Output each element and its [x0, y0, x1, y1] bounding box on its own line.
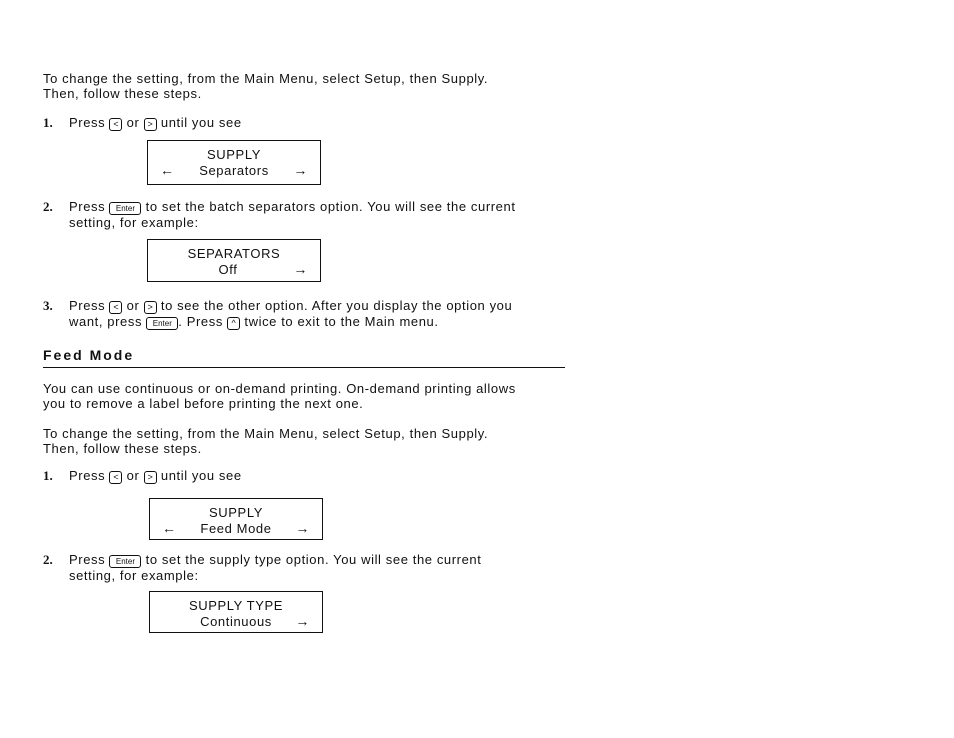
- intro-line: To change the setting, from the Main Menu, select Setup, then Supply.: [43, 426, 489, 441]
- lcd-line-2: Feed Mode: [200, 521, 272, 536]
- step-1-text: [69, 115, 242, 131]
- intro-paragraph-1: [43, 71, 488, 101]
- step-1-text: [69, 468, 242, 484]
- intro-line: You can use continuous or on-demand printing. On-demand printing allows: [43, 381, 516, 396]
- step-number: 2.: [43, 199, 53, 214]
- step-number: 3.: [43, 298, 53, 313]
- step-number: 2.: [43, 552, 53, 567]
- lcd-line-1: SUPPLY: [209, 505, 263, 520]
- intro-line: To change the setting, from the Main Menu, select Setup, then Supply.: [43, 71, 489, 86]
- step-text: to see the other option. After you display the option you: [160, 298, 513, 313]
- step-text: Press: [69, 298, 106, 313]
- step-text: Press: [69, 552, 106, 567]
- step-text: or: [126, 468, 140, 483]
- step-text: until you see: [160, 115, 242, 130]
- enter-key-icon: Enter: [109, 202, 141, 215]
- lcd-display-supply-type-continuous: [149, 591, 323, 633]
- lcd-line-1: SEPARATORS: [187, 246, 281, 261]
- step-text: to set the batch separators option. You will see the current: [145, 199, 516, 214]
- feed-mode-intro: [43, 381, 516, 411]
- lcd-display-supply-feed-mode: [149, 498, 323, 540]
- lcd-line-1: SUPPLY TYPE: [188, 598, 284, 613]
- left-arrow-icon: ←: [160, 162, 175, 178]
- right-arrow-icon: →: [293, 162, 308, 178]
- section-divider: [43, 367, 565, 368]
- step-2-text: [69, 199, 516, 230]
- step-text: twice to exit to the Main menu.: [244, 314, 439, 329]
- lcd-line-2: Separators: [199, 163, 269, 178]
- lcd-line-2: Continuous: [200, 614, 272, 629]
- step-text: Press: [69, 199, 106, 214]
- step-number: 1.: [43, 115, 53, 130]
- right-arrow-icon: →: [295, 520, 310, 536]
- lcd-line-1: SUPPLY: [207, 147, 261, 162]
- step-text: to set the supply type option. You will see the current: [145, 552, 482, 567]
- lcd-display-separators-off: [147, 239, 321, 282]
- step-number: 1.: [43, 468, 53, 483]
- step-text: or: [126, 298, 140, 313]
- step-text: setting, for example:: [69, 215, 199, 230]
- enter-key-icon: Enter: [109, 555, 141, 568]
- step-text: or: [126, 115, 140, 130]
- section-heading-feed-mode: Feed Mode: [43, 347, 135, 363]
- left-key-icon: <: [109, 471, 122, 484]
- left-key-icon: <: [109, 118, 122, 131]
- right-key-icon: >: [144, 471, 157, 484]
- step-text: until you see: [160, 468, 242, 483]
- up-key-icon: ^: [227, 317, 240, 330]
- intro-paragraph-2: [43, 426, 488, 456]
- lcd-display-supply-separators: [147, 140, 321, 185]
- right-arrow-icon: →: [293, 261, 308, 277]
- intro-line: you to remove a label before printing the next one.: [43, 396, 364, 411]
- intro-line: Then, follow these steps.: [43, 86, 202, 101]
- step-3-text: [69, 298, 512, 330]
- enter-key-icon: Enter: [146, 317, 178, 330]
- step-text: Press: [69, 115, 106, 130]
- intro-line: Then, follow these steps.: [43, 441, 202, 456]
- lcd-line-2: Off: [218, 262, 238, 277]
- step-2-text: [69, 552, 481, 583]
- step-text: setting, for example:: [69, 568, 199, 583]
- right-key-icon: >: [144, 301, 157, 314]
- left-key-icon: <: [109, 301, 122, 314]
- right-key-icon: >: [144, 118, 157, 131]
- step-text: want, press: [69, 314, 143, 329]
- step-text: . Press: [178, 314, 223, 329]
- step-text: Press: [69, 468, 106, 483]
- left-arrow-icon: ←: [162, 520, 177, 536]
- right-arrow-icon: →: [295, 613, 310, 629]
